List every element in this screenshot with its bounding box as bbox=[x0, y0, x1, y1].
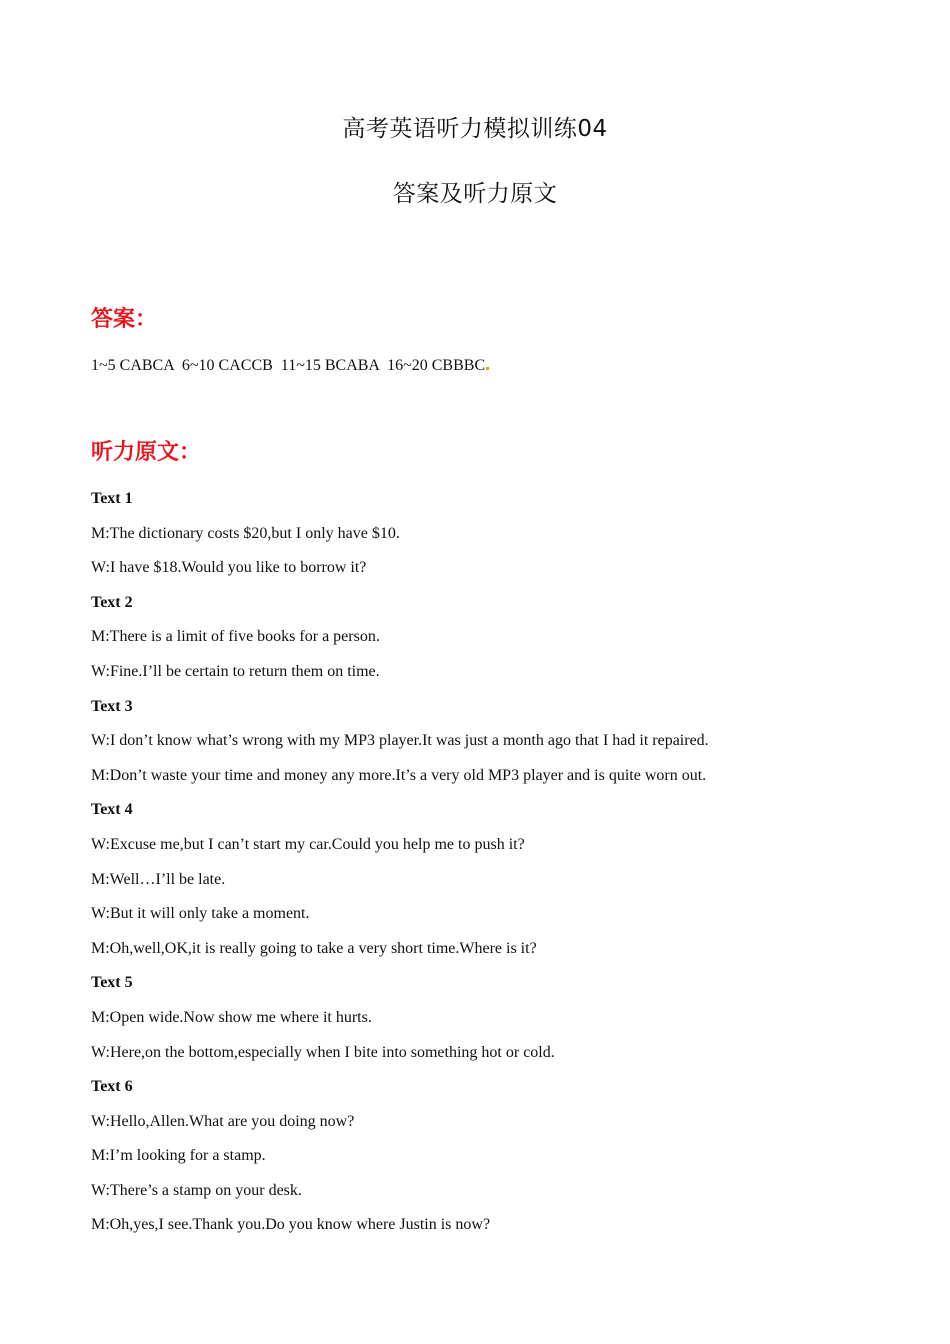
transcript-dialogue-line: M:Well…I’ll be late. bbox=[91, 870, 226, 888]
transcript-text-label: Text 6 bbox=[91, 1078, 133, 1096]
answer-key bbox=[91, 357, 489, 375]
transcript-dialogue-line: M:Oh,yes,I see.Thank you.Do you know where Justin is now? bbox=[91, 1216, 491, 1234]
transcript-dialogue-line: W:I have $18.Would you like to borrow it? bbox=[91, 559, 367, 577]
transcript-dialogue-line: W:Here,on the bottom,especially when I bite into something hot or cold. bbox=[91, 1043, 555, 1061]
text-cursor-mark bbox=[486, 367, 489, 370]
transcript-dialogue-line: M:I’m looking for a stamp. bbox=[91, 1147, 266, 1165]
answer-key-text: 1~5 CABCA 6~10 CACCB 11~15 BCABA 16~20 CBBBC bbox=[91, 357, 486, 374]
document-subtitle: 答案及听力原文 bbox=[392, 181, 558, 207]
transcript-text-label: Text 1 bbox=[91, 490, 133, 507]
transcript-dialogue-line: W:Fine.I’ll be certain to return them on time. bbox=[91, 662, 380, 680]
transcript-dialogue-line: W:There’s a stamp on your desk. bbox=[91, 1181, 302, 1199]
transcript-dialogue-line: M:Don’t waste your time and money any more.It’s a very old MP3 player and is quite worn out. bbox=[91, 766, 707, 784]
transcript-dialogue-line: M:The dictionary costs $20,but I only have $10. bbox=[91, 524, 400, 542]
transcript-text-label: Text 3 bbox=[91, 697, 133, 715]
transcript-dialogue-line: M:There is a limit of five books for a person. bbox=[91, 628, 380, 646]
transcript-text-label: Text 2 bbox=[91, 593, 133, 611]
transcript-dialogue-line: W:Excuse me,but I can’t start my car.Could you help me to push it? bbox=[91, 835, 525, 853]
transcript-dialogue-line: M:Open wide.Now show me where it hurts. bbox=[91, 1008, 372, 1026]
transcript-dialogue-line: W:I don’t know what’s wrong with my MP3 player.It was just a month ago that I had it repaired. bbox=[91, 732, 709, 750]
document-title: 高考英语听力模拟训练04 bbox=[342, 116, 608, 142]
transcript-dialogue-line: W:But it will only take a moment. bbox=[91, 905, 310, 923]
transcript-dialogue-line: M:Oh,well,OK,it is really going to take a very short time.Where is it? bbox=[91, 939, 537, 957]
transcript-body bbox=[91, 488, 871, 1249]
transcript-heading: 听力原文： bbox=[91, 440, 202, 465]
transcript-text-label: Text 5 bbox=[91, 974, 133, 992]
transcript-text-label: Text 4 bbox=[91, 801, 133, 819]
answers-heading: 答案： bbox=[91, 307, 158, 332]
transcript-dialogue-line: W:Hello,Allen.What are you doing now? bbox=[91, 1112, 355, 1130]
